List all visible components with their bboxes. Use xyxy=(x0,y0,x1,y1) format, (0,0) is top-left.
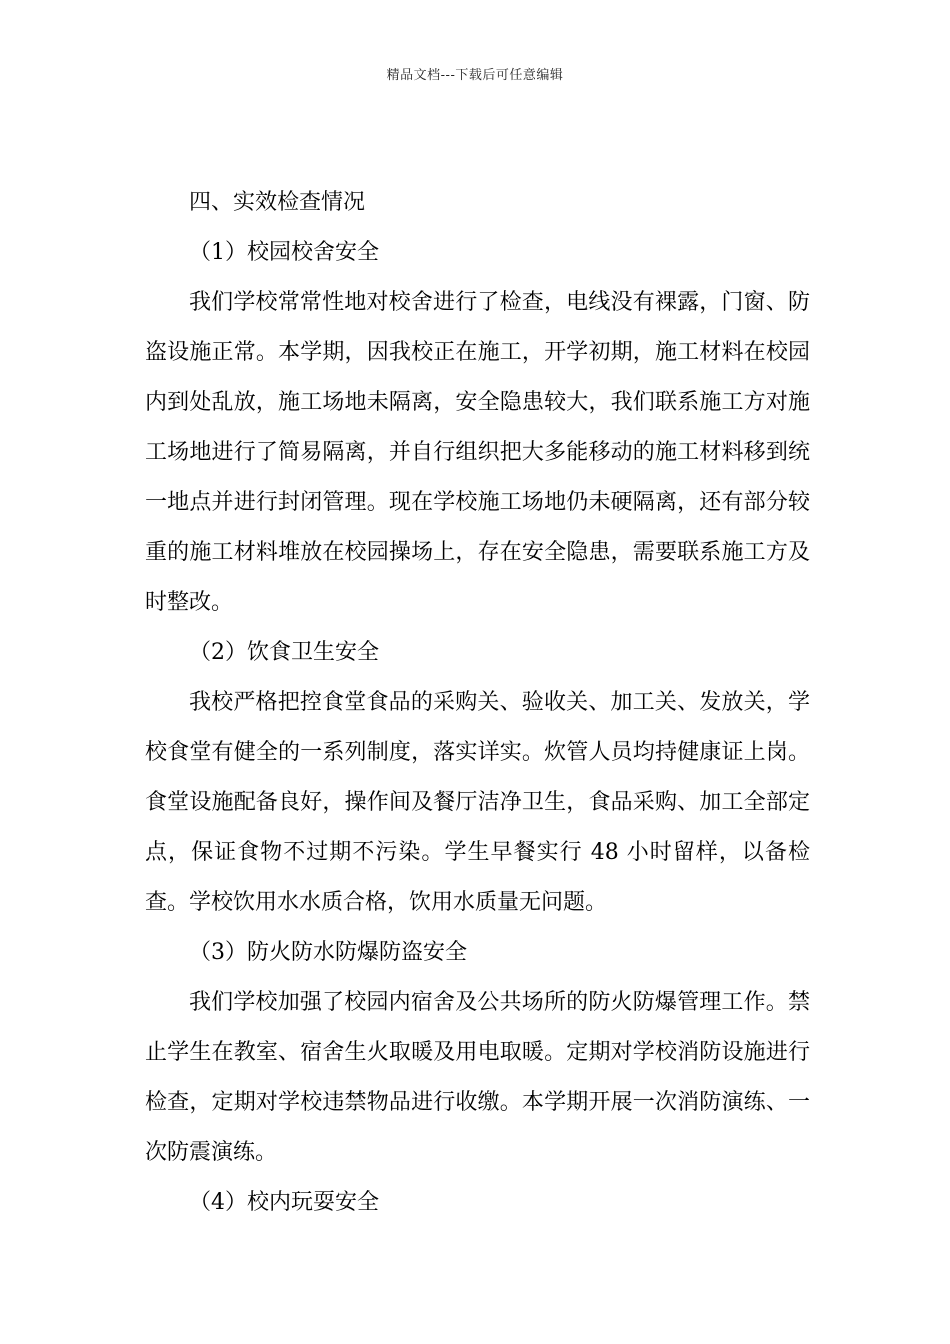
subsection-title-play: （4）校内玩耍安全 xyxy=(189,1190,379,1215)
section-title: 四、实效检查情况 xyxy=(189,190,366,215)
subsection-title-fire: （3）防火防水防爆防盗安全 xyxy=(189,940,467,965)
subsection-title-campus: （1）校园校舍安全 xyxy=(189,240,379,265)
subsection-title-food: （2）饮食卫生安全 xyxy=(189,640,379,665)
document-body xyxy=(145,178,810,1228)
paragraph-food: 我校严格把控食堂食品的采购关、验收关、加工关、发放关，学校食堂有健全的一系列制度，落实详实。炊管人员均持健康证上岗。食堂设施配备良好，操作间及餐厅洁净卫生，食品采购、加工全部定点，保证食物不过期不污染。学生早餐实行 48 小时留样，以备检查。学校饮用水水质合格，饮用水质量无问题。 xyxy=(145,690,810,915)
paragraph-fire: 我们学校加强了校园内宿舍及公共场所的防火防爆管理工作。禁止学生在教室、宿舍生火取暖及用电取暖。定期对学校消防设施进行检查，定期对学校违禁物品进行收缴。本学期开展一次消防演练、一次防震演练。 xyxy=(145,990,810,1165)
page-header: 精品文档---下载后可任意编辑 xyxy=(386,68,564,83)
paragraph-campus: 我们学校常常性地对校舍进行了检查，电线没有裸露，门窗、防盗设施正常。本学期，因我校正在施工，开学初期，施工材料在校园内到处乱放，施工场地未隔离，安全隐患较大，我们联系施工方对施工场地进行了简易隔离，并自行组织把大多能移动的施工材料移到统一地点并进行封闭管理。现在学校施工场地仍未硬隔离，还有部分较重的施工材料堆放在校园操场上，存在安全隐患，需要联系施工方及时整改。 xyxy=(145,290,810,615)
